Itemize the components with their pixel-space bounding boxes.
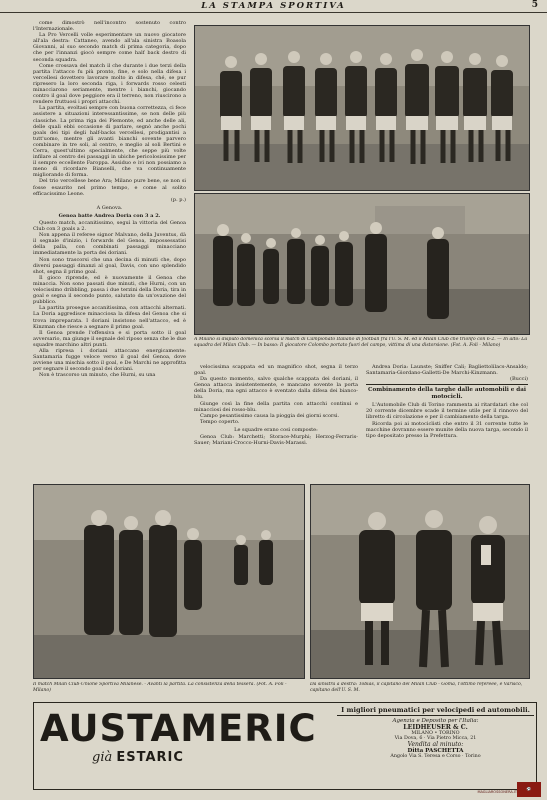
- middle-column: [194, 364, 358, 482]
- advertisement: [33, 702, 537, 790]
- paragraph: Alla ripresa i doriani attaccano energicamente: Santamaria fugge veloce verso il goal del Genoa, dove avviene una mischia sotto il goal, e De Marchi ne approfitta per segnare il secondo goal dei doriani.: [33, 347, 186, 373]
- watermark: MAGLIAROSSONERA.IT: [477, 790, 517, 794]
- caption-text: A Milano si disputò domenica scorsa il match di Campionato Italiano di football fra l'U. S. M. ed il Milan Club che trionfò con 6-2. — In alto: La squadra del Milan Club. — In basso: Il giocatore Colombo portato fuori del campo, vittima di una distorsione.: [194, 337, 528, 348]
- page-header: [0, 0, 547, 13]
- ad-former-brand: [92, 750, 184, 765]
- newspaper-title: LA STAMPA SPORTIVA: [201, 1, 346, 11]
- club-logo-icon: ⚽: [517, 782, 541, 797]
- section-place: A Genova.: [96, 204, 123, 211]
- paragraph: Campo pesantissimo causa la pioggia dei giorni scorsi.: [200, 412, 340, 419]
- ad-headline: I migliori pneumatici per velocipedi ed automobili.: [337, 706, 534, 716]
- photo-credit: (Fot. A. Foli - Milano): [33, 682, 287, 693]
- paragraph: Il gioco riprende, ed è nuovamente il Genoa che minaccia. Non sono passati due minuti, che Hurni, con un velocissimo dribbling, passa i due terzini della Doria, tira in goal e segna il secondo punto, salutato da un'ovazione del pubblico.: [33, 274, 186, 306]
- ad-retailer: Ditta PASCHETTA: [407, 748, 464, 754]
- paragraph: Ricorda poi ai motociclisti che entro il 31 corrente tutte le macchine dovranno essere munite della nuova targa, secondo il tipo depositato presso la Prefettura.: [366, 420, 528, 439]
- pre-match-photo: [33, 484, 305, 679]
- paragraph: Non è trascorso un minuto, che Hurni, su una: [39, 372, 156, 379]
- ad-addresses: Via Dova, 6 · Via Pietro Micca, 21: [394, 736, 477, 741]
- right-column: [366, 364, 528, 482]
- paragraph: Tempo coperto.: [200, 418, 240, 425]
- ad-agent: LEIDHEUSER & C.: [403, 724, 468, 731]
- ad-retailer-address: Angolo Via S. Teresa e Corso · Torino: [390, 754, 481, 759]
- box-title: Combinamento della targhe dalle automobili e dai motocicli.: [368, 387, 526, 401]
- signature: (p. p.): [170, 196, 186, 203]
- ad-agency-line: Agenzia e Deposito per l'Italia:: [392, 718, 479, 724]
- caption-text: Il match Milan Club-Unione Sportiva Milanese. - Avanti la partita. La consistenza della tessera.: [33, 682, 255, 687]
- ad-former-name: ESTARIC: [116, 750, 184, 765]
- ad-retail-line: Vendita al minuto:: [407, 741, 464, 748]
- paragraph: Da questo momento, salvo qualche scappata dei doriani, il Genoa attacca insistentemente, e mancano sovente la porta della Doria, ma ogni attacco è sventato dalla difesa dei bianco-blu.: [194, 376, 358, 401]
- captains-photo: [310, 484, 530, 679]
- match-photo: [194, 193, 530, 335]
- signature: (Bucci): [510, 376, 528, 383]
- paragraph: velocissima scappata ed un magnifico shot, segna il terzo goal.: [194, 364, 358, 377]
- bottom-right-caption: [310, 682, 528, 698]
- paragraph: Del trio vercellese bene Ara; Milano pure bene, se non si fosse esaurito nel primo tempo, e come al solito efficacissimo Leone.: [33, 178, 186, 197]
- paragraph: Andrea Doria: Launste; Sniffer Cali; Bagliettolilacs-Ansaldo; Santamaria-Giordano-Galletti-De Marchi-Kinzmann.: [366, 364, 528, 377]
- paragraph: La partita, evoltasi sempre con buona correttezza, ci fece assistere a situazioni interessantissime, se non delle più classiche. La prima riga dei Piemonte, ed anche delle ali, delle quali ebbi occasione di parlare, segnò anche pochi goals dei tipi degli half-backs vercellesi, prodigantisi a tutt'uomo, mentre gli avanti bianchi sovente parvero combinare in tre soli, al centro, e meglio al soli Bertini e Cerra, quest'ultimo specialmente, che seppe più volte infilare al centro dei passaggi in ubiche pericolosissime per il sempre eccellente Faroppa. Assiduo e ivi non possiamo a meno di ricordare Bianselli, che va continuamente migliorando di forma.: [33, 105, 186, 179]
- caption-text: Da sinistra a destra: Tobias, il capitano del Milan Club - Goma, l'ottimo refereee, e Varisco, capitano dell'U. S. M.: [310, 682, 523, 693]
- paragraph: Il Genoa prende l'offensiva e si porta sotto il goal avversario, ma giunge il segnale del riposo senza che le due squadre marchino altri punti.: [33, 329, 186, 348]
- photo-credit: (Fot. A. Foli - Milano): [450, 342, 501, 348]
- team-photo: [194, 25, 530, 191]
- ad-details: [337, 706, 534, 759]
- paragraph: La partita prosegue accanitissima, con attacchi alternati. La Doria aggredisce minacciosa la difesa del Genoa che si trova impreparata. I doriani insistono nell'attacco, ed è Kinzman che riesce a segnare il primo goal.: [33, 305, 186, 330]
- paragraph: Come crossava del match il che durante i due terzi della partita l'attacco fu più pronto, fine, e solo nella difesa i vercellesi dovettero lavorare molto in difesa, ché, se pur ripresero la loro seconda riga, i forwards rosso celesti minacciarono seriamente, mentre i bianchi, giocando contro il goal dove peggiore era il terreno, non riuscirono a rendere fruttuosi i propri attacchi.: [33, 62, 186, 106]
- ad-former-prefix: già: [92, 750, 113, 765]
- ad-brand: AUSTAMERIC: [40, 707, 317, 750]
- paragraph: Non sono trascorsi che una decina di minuti che, dopo diversi passaggi dinanzi al goal, Davis, con uno splendido shot, segna il primo goal.: [33, 256, 186, 275]
- page-number: 5: [531, 0, 538, 10]
- paragraph: L'Automobile Club di Torino rammenta ai ritardatari che col 20 corrente dicembre scade il termine utile per il rinnovo del libretto di circolazione e per il cambiamento della targa.: [366, 402, 528, 421]
- left-column: [33, 20, 186, 510]
- paragraph: Questo match, accanitissimo, seguì la vittoria del Genoa Club con 3 goals a 2.: [33, 220, 186, 233]
- paragraph: Giunge così la fine della partita con attacchi continui e minacciosi dei rosso-blu.: [194, 400, 358, 413]
- section-heading: Genoa batte Andrea Doria con 3 a 2.: [58, 212, 161, 219]
- paragraph: come dimostrò nell'incontro sostenuto contro l'Internazionale.: [33, 20, 186, 33]
- paragraph: La Pro Vercelli volle esperimentare un nuovo giocatore all'ala destra: Cattaneo, avendo all'ala sinistra Boasola Giovanni, al suo secondo match di prima categoria, dopo che per l'innanzi giocò sempre come half back destro di seconda squadra.: [33, 32, 186, 63]
- ad-cities: MILANO • TORINO: [411, 731, 460, 736]
- top-photo-caption: [194, 337, 528, 359]
- bottom-left-caption: [33, 682, 303, 698]
- paragraph: Genoa Club: Marchetti; Storace-Murphi; Herzog-Ferraris-Sauer; Mariani-Crocco-Hurni-Davis-Marassi.: [194, 434, 358, 447]
- teams-intro: Le squadre erano così composte:: [234, 426, 318, 433]
- paragraph: Non appena il referee signor Malvano, della Juventus, dà il segnale d'inizio, i forwards del Genoa, impossessatisi della palla, con combinati passaggi minacciano immediatamente la porta dei doriani.: [33, 232, 186, 257]
